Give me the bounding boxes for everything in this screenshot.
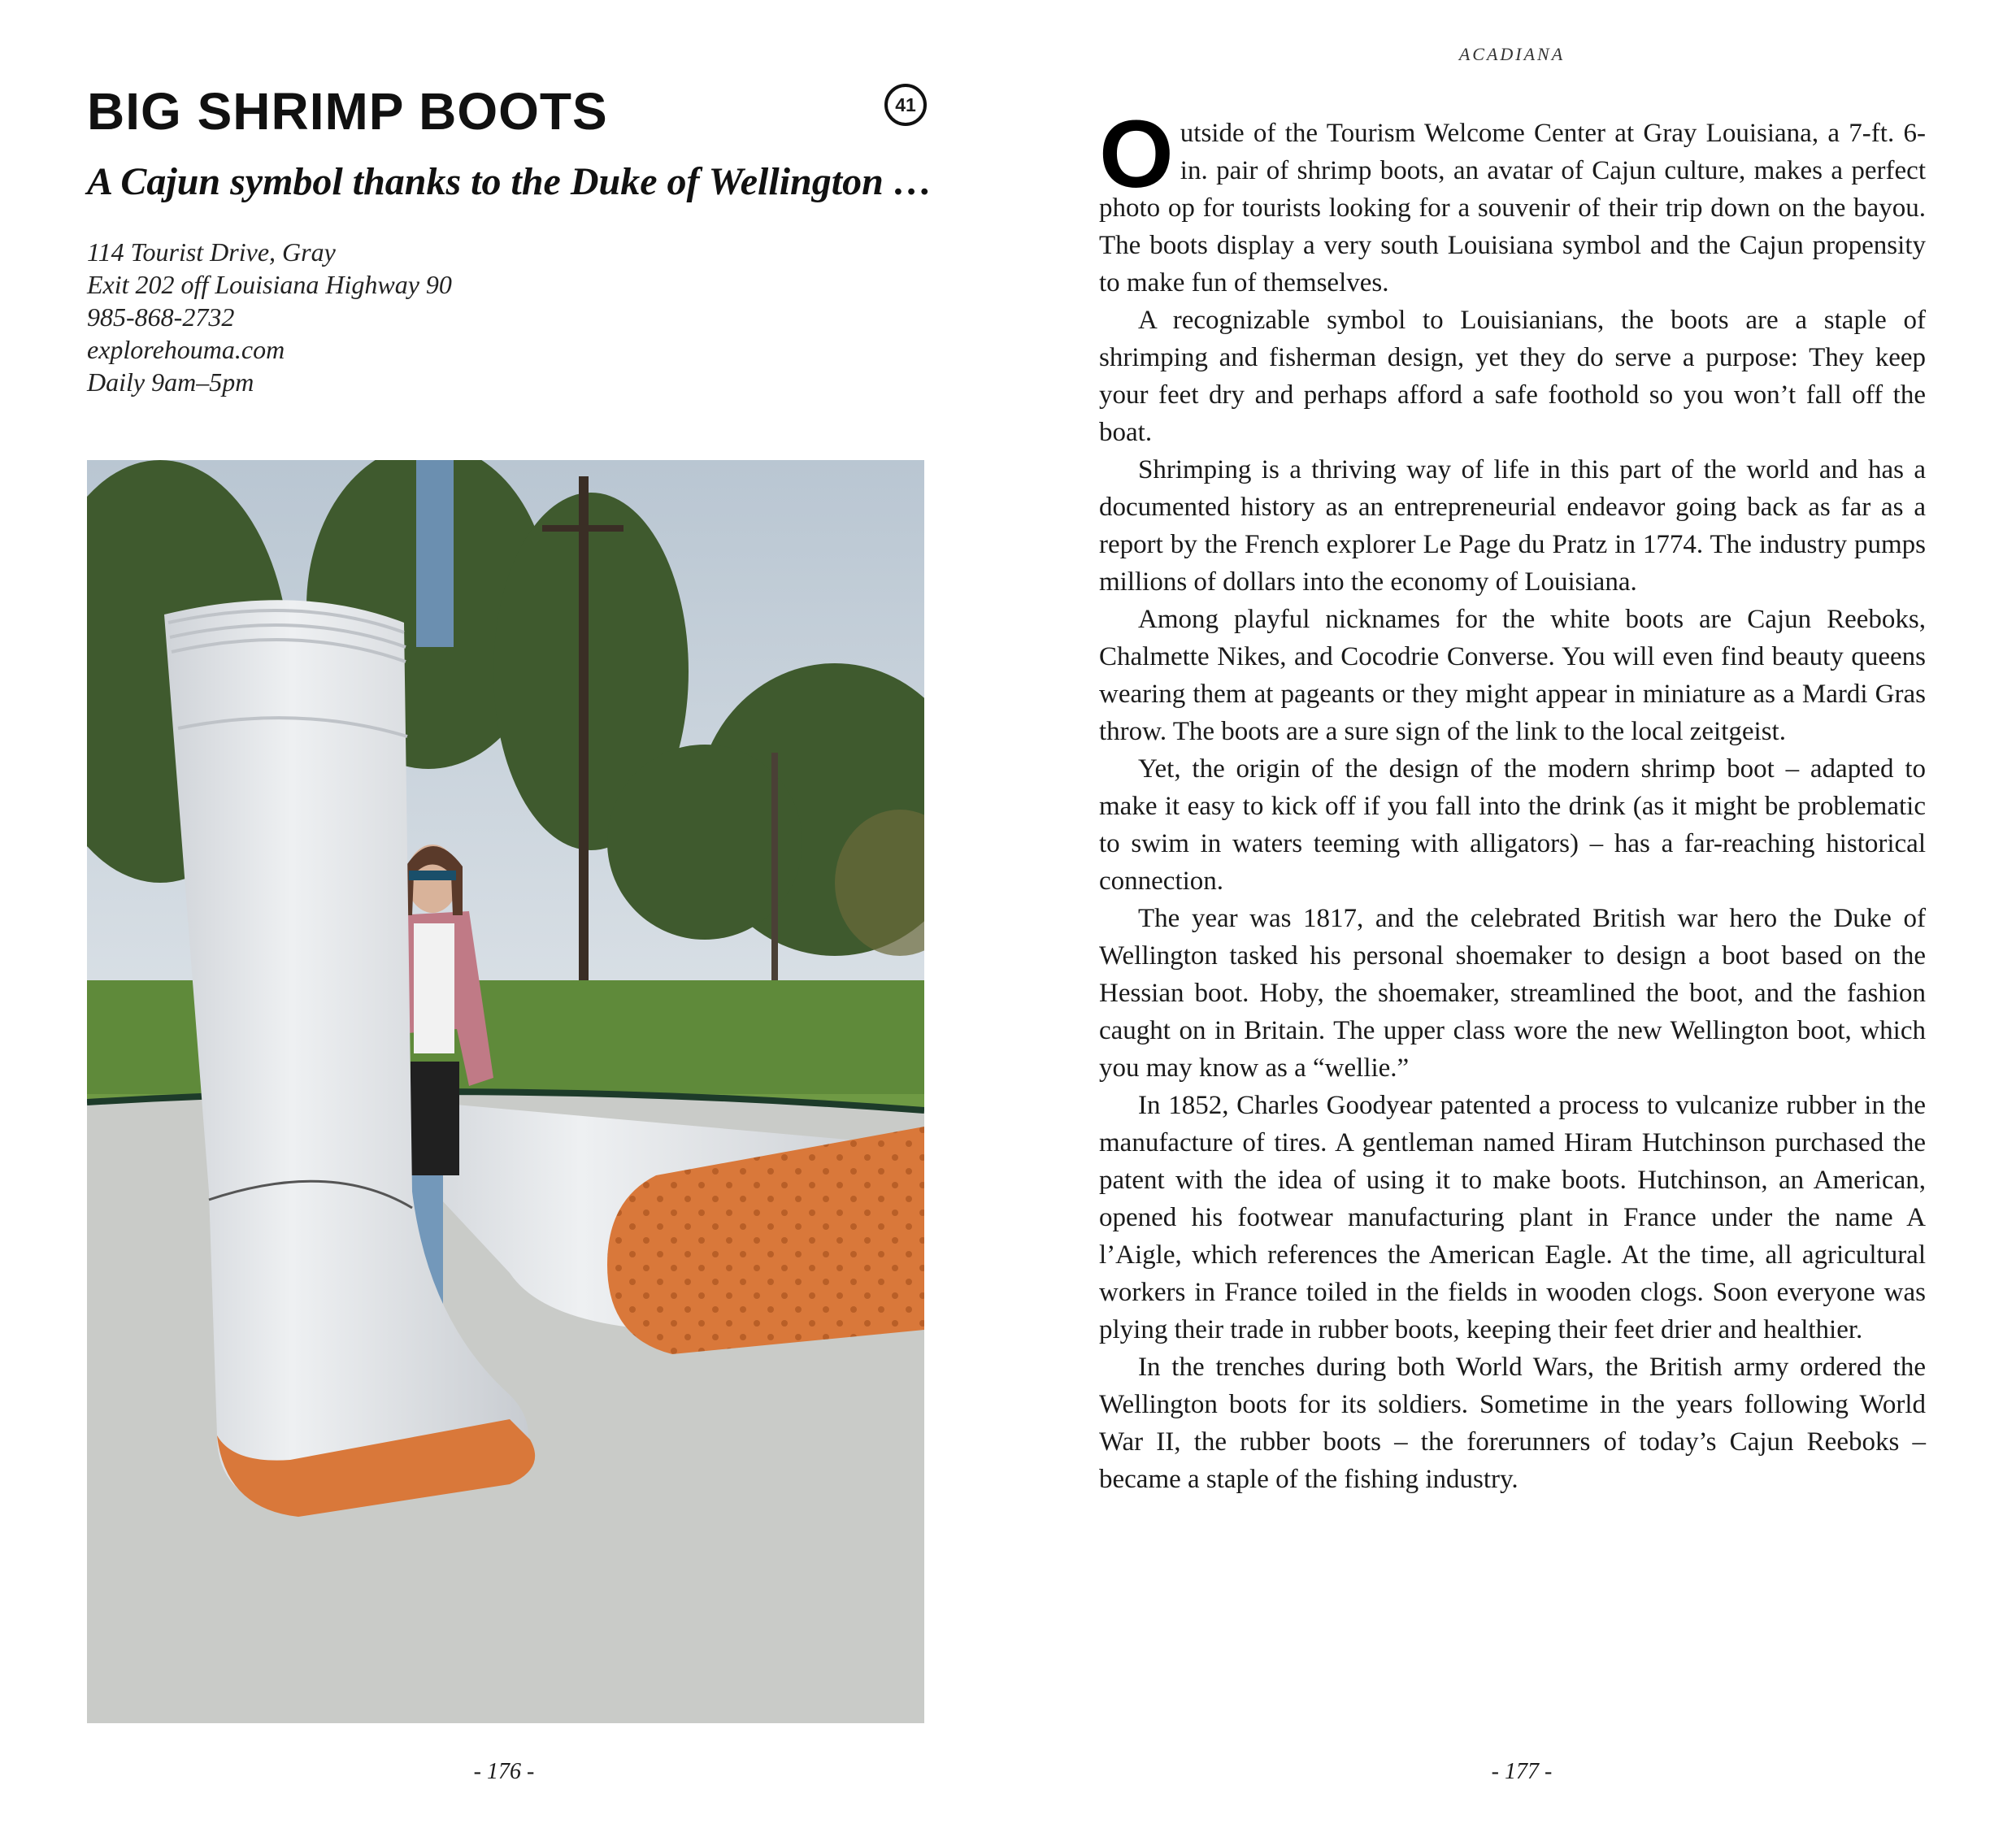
paragraph: Shrimping is a thriving way of life in this part of the world and has a documented history as an entrepreneurial endeavor going back as far as a report by the French explorer Le Page du Pratz in 1774. The industry pumps millions of dollars into the economy of Louisiana. (1099, 455, 1926, 597)
phone-line: 985-868-2732 (87, 302, 235, 332)
paragraph: A recognizable symbol to Louisianians, the boots are a staple of shrimping and fisherman design, yet they do serve a purpose: They keep your feet dry and perhaps afford a safe foothold so you won’t fall off the boat. (1099, 306, 1926, 447)
entry-number-badge: 41 (884, 84, 927, 126)
article-body (1099, 101, 1926, 1498)
paragraph: In the trenches during both World Wars, the British army ordered the Wellington boots for its soldiers. Sometime in the years following World War II, the rubber boots – the forerunners of today’s Cajun Reeboks – became a staple of the fishing industry. (1099, 1353, 1926, 1494)
entry-title: BIG SHRIMP BOOTS (87, 82, 608, 141)
page-number-right: - 177 - (1491, 1759, 1553, 1784)
paragraph-text: utside of the Tourism Welcome Center at Gray Louisiana, a 7-ft. 6-in. pair of shrimp boots, an avatar of Cajun culture, makes a perfect photo op for tourists looking for a souvenir of their trip down on the bayou. The boots display a very south Louisiana symbol and the Cajun propensity to make fun of themselves. (1099, 119, 1926, 297)
paragraph: In 1852, Charles Goodyear patented a process to vulcanize rubber in the manufacture of tires. A gentleman named Hiram Hutchinson purchased the patent with the idea of using it to make boots. Hutchinson, an American, opened his footwear manufacturing plant in France under the name A l’Aigle, which references the American Eagle. At the time, all agricultural workers in France toiled in the fields in wooden clogs. Soon everyone was plying their trade in rubber boots, keeping their feet drier and healthier. (1099, 1091, 1926, 1344)
website-line: explorehouma.com (87, 335, 285, 364)
paragraph: The year was 1817, and the celebrated British war hero the Duke of Wellington tasked his personal shoemaker to design a boot based on the Hessian boot. Hoby, the shoemaker, streamlined the boot, and the fashion caught on in Britain. The upper class wore the new Wellington boot, which you may know as a “wellie.” (1099, 904, 1926, 1083)
page-number-left: - 176 - (473, 1759, 535, 1784)
drop-cap: O (1099, 101, 1174, 208)
right-page (1008, 0, 2016, 1824)
location-info (87, 236, 452, 398)
paragraph: Yet, the origin of the design of the modern shrimp boot – adapted to make it easy to kick off if you fall into the drink (as it might be problematic to swim in waters teeming with alligators) – has a far-reaching historical connection. (1099, 754, 1926, 896)
running-head: ACADIANA (1458, 44, 1566, 64)
paragraph: Among playful nicknames for the white boots are Cajun Reeboks, Chalmette Nikes, and Cocodrie Converse. You will even find beauty queens wearing them at pageants or they might appear in miniature as a Mardi Gras throw. The boots are a sure sign of the link to the local zeitgeist. (1099, 605, 1926, 746)
entry-subtitle: A Cajun symbol thanks to the Duke of Wellington … (87, 160, 932, 203)
address-line: 114 Tourist Drive, Gray (87, 237, 336, 267)
directions-line: Exit 202 off Louisiana Highway 90 (87, 270, 452, 299)
hours-line: Daily 9am–5pm (87, 367, 254, 397)
shrimp-boots-photo (87, 460, 924, 1723)
paragraph (1099, 101, 1926, 302)
